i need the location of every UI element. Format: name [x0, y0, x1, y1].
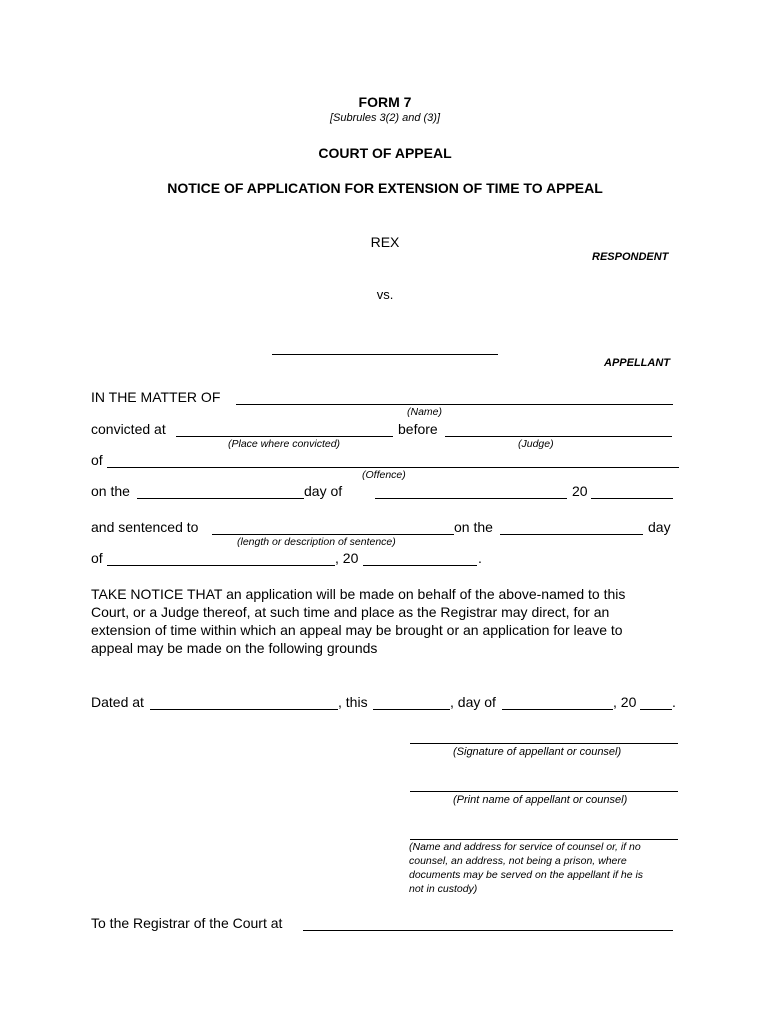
of-label-2: of — [91, 550, 103, 566]
appellant-label: APPELLANT — [604, 357, 670, 369]
appellant-name-line[interactable] — [272, 354, 498, 355]
convicted-label: convicted at — [91, 421, 166, 437]
signature-hint: (Signature of appellant or counsel) — [453, 746, 622, 758]
notice-line-3: extension of time within which an appeal may be brought or an application for leave to — [91, 622, 623, 638]
offence-line[interactable] — [107, 467, 679, 468]
notice-title: NOTICE OF APPLICATION FOR EXTENSION OF TIME TO APPEAL — [167, 180, 603, 196]
notice-line-2: Court, or a Judge thereof, at such time and place as the Registrar may direct, for an — [91, 604, 610, 620]
dated-year-line[interactable] — [640, 709, 672, 710]
signature-line[interactable] — [410, 743, 678, 744]
sentence-year-line[interactable] — [363, 565, 477, 566]
subrules-reference: [Subrules 3(2) and (3)] — [329, 112, 441, 124]
place-line[interactable] — [176, 436, 393, 437]
dated-at-label: Dated at — [91, 694, 144, 710]
year-line[interactable] — [591, 498, 673, 499]
registrar-court-line[interactable] — [303, 930, 673, 931]
sentenced-label: and sentenced to — [91, 519, 199, 535]
place-hint: (Place where convicted) — [228, 438, 341, 450]
dated-year-label: , 20 — [613, 694, 637, 710]
offence-hint: (Offence) — [362, 469, 406, 481]
month-line[interactable] — [375, 498, 567, 499]
dated-month-line[interactable] — [502, 709, 613, 710]
print-name-hint: (Print name of appellant or counsel) — [453, 794, 628, 806]
respondent-label: RESPONDENT — [592, 251, 669, 263]
print-name-line[interactable] — [410, 791, 678, 792]
matter-label: IN THE MATTER OF — [91, 389, 221, 405]
address-hint-line-4: not in custody) — [409, 883, 478, 895]
sentence-period: . — [478, 550, 482, 566]
sentence-on-the-label: on the — [454, 519, 493, 535]
address-hint-line-2: counsel, an address, not being a prison, where — [409, 855, 627, 867]
sentence-hint: (length or description of sentence) — [237, 536, 396, 548]
dated-this-label: , this — [338, 694, 368, 710]
day-line[interactable] — [137, 498, 304, 499]
on-the-label: on the — [91, 483, 130, 499]
sentence-line[interactable] — [212, 534, 454, 535]
court-name: COURT OF APPEAL — [318, 145, 452, 161]
name-hint: (Name) — [407, 406, 443, 418]
sentence-month-line[interactable] — [107, 565, 335, 566]
notice-line-1: TAKE NOTICE THAT an application will be made on behalf of the above-named to this — [91, 586, 626, 602]
registrar-label: To the Registrar of the Court at — [91, 915, 283, 931]
matter-name-line[interactable] — [236, 404, 673, 405]
dated-day-line[interactable] — [373, 709, 450, 710]
form-title: FORM 7 — [358, 94, 412, 110]
judge-hint: (Judge) — [518, 438, 554, 450]
dated-day-of-label: , day of — [450, 694, 496, 710]
of-label: of — [91, 452, 103, 468]
address-hint-line-1: (Name and address for service of counsel or, if no — [409, 841, 641, 853]
address-hint-line-3: documents may be served on the appellant if he is — [409, 869, 644, 881]
address-line[interactable] — [410, 839, 678, 840]
year-prefix: 20 — [572, 483, 588, 499]
before-label: before — [398, 421, 438, 437]
sentence-year-prefix: , 20 — [335, 550, 359, 566]
versus-text: vs. — [376, 287, 394, 302]
judge-line[interactable] — [445, 436, 672, 437]
dated-place-line[interactable] — [150, 709, 338, 710]
dated-period: . — [672, 694, 676, 710]
notice-line-4: appeal may be made on the following grounds — [91, 640, 378, 656]
sentence-date-line[interactable] — [500, 534, 643, 535]
respondent-name: REX — [370, 234, 400, 250]
day-of-label: day of — [304, 483, 343, 499]
day-label: day — [648, 519, 671, 535]
